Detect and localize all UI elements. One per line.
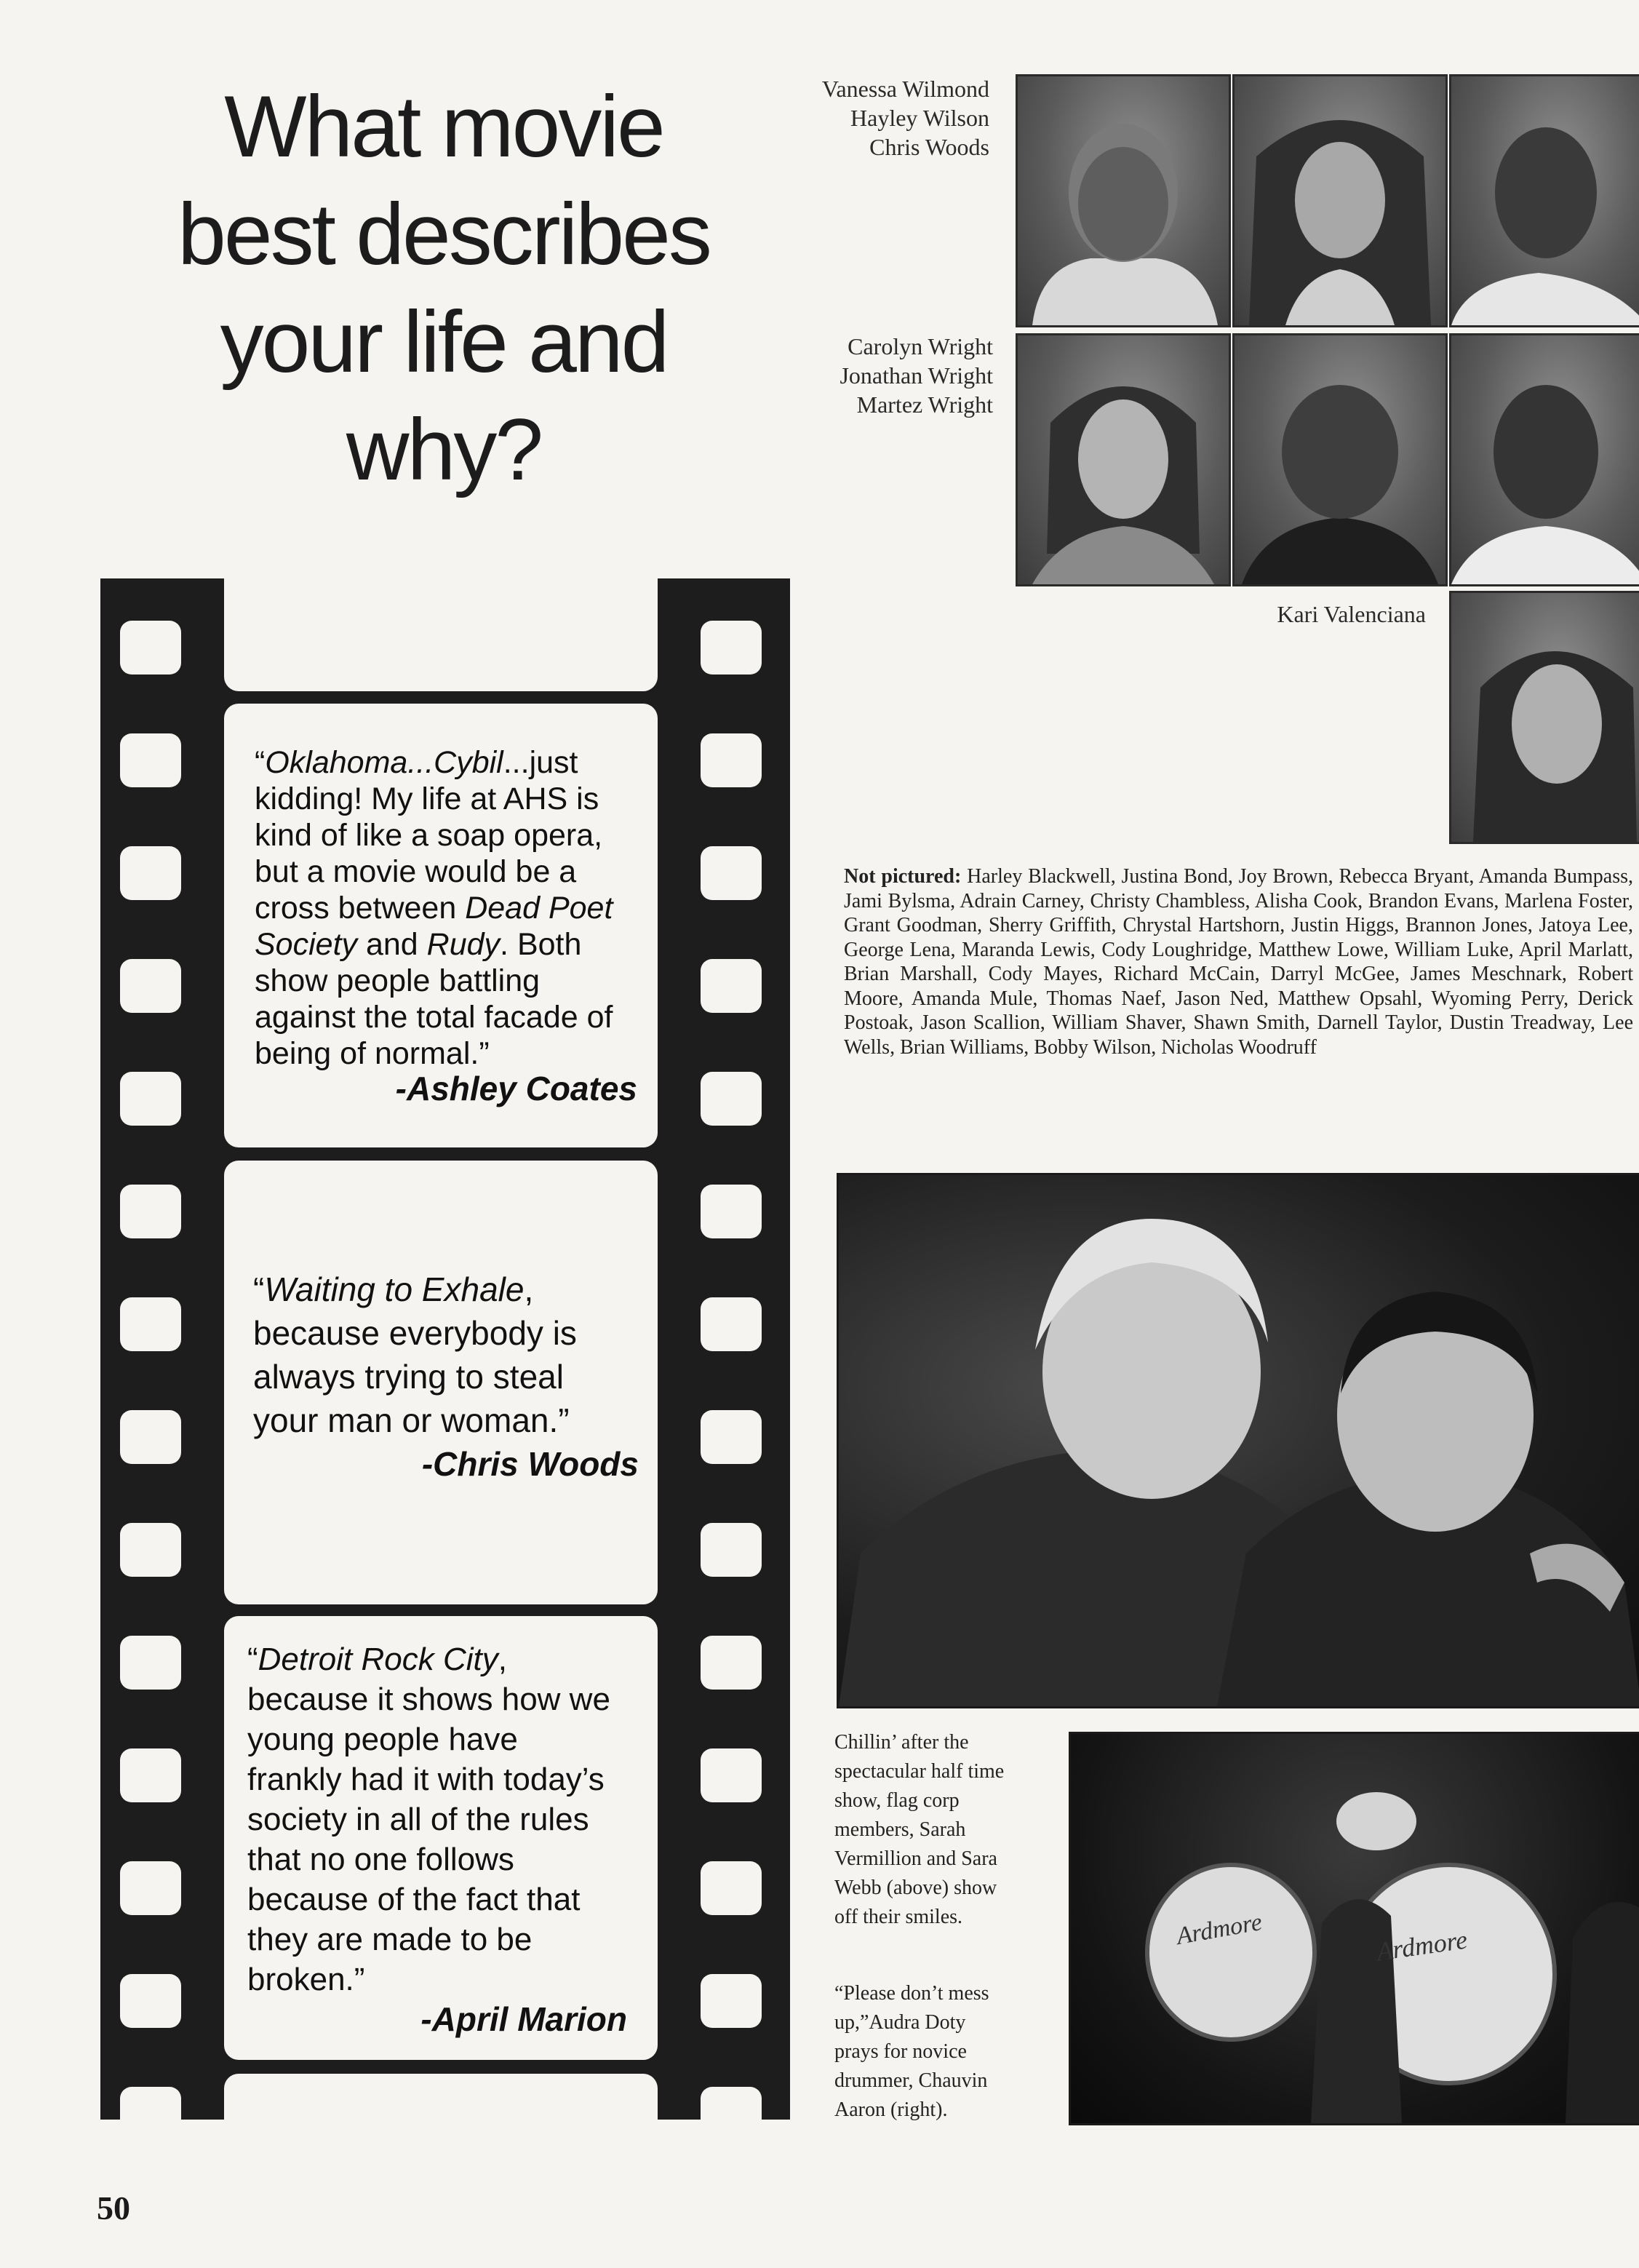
- quote-author: -April Marion: [420, 2000, 627, 2038]
- sprocket-hole: [120, 1072, 181, 1126]
- sprocket-hole: [701, 2087, 762, 2120]
- photo-caption-right: [834, 1979, 1064, 2125]
- headline-line: your life and: [220, 293, 668, 391]
- quote-line: kidding! My life at AHS is: [255, 781, 599, 816]
- sprocket-hole: [701, 621, 762, 675]
- drum-label: Ardmore: [1174, 1909, 1264, 1951]
- sprocket-hole: [701, 1297, 762, 1351]
- sprocket-hole: [120, 1974, 181, 2028]
- sprocket-hole: [701, 1861, 762, 1915]
- quote-line: being of normal.”: [255, 1036, 490, 1071]
- caption-line: Chillin’ after the: [834, 1731, 969, 1754]
- sprocket-hole: [701, 1974, 762, 2028]
- quote-italic: Waiting to Exhale: [264, 1270, 525, 1308]
- sprocket-hole: [701, 1636, 762, 1690]
- student-portrait: [1016, 333, 1231, 586]
- quote-italic: Rudy: [426, 927, 501, 962]
- quote-line: frankly had it with today’s: [247, 1762, 605, 1797]
- student-portrait: [1016, 74, 1231, 327]
- caption-line: off their smiles.: [834, 1906, 963, 1928]
- caption-line: spectacular half time: [834, 1760, 1005, 1783]
- sprocket-hole: [701, 1072, 762, 1126]
- quote-line: but a movie would be a: [255, 854, 577, 889]
- caption-line: Aaron (right).: [834, 2098, 948, 2121]
- student-name: Kari Valenciana: [1277, 601, 1426, 627]
- quote-line: young people have: [247, 1722, 518, 1757]
- not-pictured-list: [844, 864, 1633, 1059]
- quote-line: cross between Dead Poet: [255, 891, 613, 926]
- quote-author: -Ashley Coates: [395, 1070, 637, 1107]
- caption-line: show, flag corp: [834, 1789, 960, 1812]
- sprocket-hole: [120, 1297, 181, 1351]
- sprocket-hole: [120, 1185, 181, 1238]
- sprocket-hole: [120, 1410, 181, 1464]
- student-portrait: [1449, 74, 1639, 327]
- caption-line: “Please don’t mess: [834, 1982, 989, 2005]
- sprocket-hole: [120, 1861, 181, 1915]
- sprocket-hole: [701, 733, 762, 787]
- quote-italic: Society: [255, 927, 358, 962]
- quote-block: [255, 744, 640, 1107]
- sprocket-hole: [120, 1636, 181, 1690]
- student-name: Martez Wright: [856, 391, 993, 418]
- caption-line: Vermillion and Sara: [834, 1847, 997, 1870]
- not-pictured-names: Harley Blackwell, Justina Bond, Joy Brown, Rebecca Bryant, Amanda Bumpass, Jami Bylsma, Adrain Carney, Christy Chambless, Alisha Cook, Brandon Evans, Marlena Foster, Grant Goodman, Sherry Griffith, Chrystal Hartshorn, Justin Higgs, Brannon Jones, Jatoya Lee, George Lena, Maranda Lewis, Cody Loughridge, Matthew Lowe, William Luke, April Marlatt, Brian Marshall, Cody Mayes, Richard McCain, Darryl McGee, James Meschnark, Robert Moore, Amanda Mule, Thomas Naef, Jason Ned, Matthew Opsahl, Wyoming Perry, Derick Postoak, Jason Scallion, William Shaver, Shawn Smith, Darnell Taylor, Dustin Treadway, Lee Wells, Brian Williams, Bobby Wilson, Nicholas Woodruff: [844, 865, 1634, 1059]
- student-name: Jonathan Wright: [840, 362, 993, 389]
- sprocket-hole: [701, 1523, 762, 1577]
- quote-block: [247, 1639, 640, 2040]
- caption-line: Webb (above) show: [834, 1877, 997, 1899]
- sprocket-hole: [120, 846, 181, 900]
- quote-line: they are made to be: [247, 1922, 533, 1957]
- quote-line: because of the fact that: [247, 1882, 581, 1917]
- quote-line: “Detroit Rock City,: [247, 1642, 507, 1677]
- student-portrait: [1232, 333, 1448, 586]
- quote-line: Society and Rudy. Both: [255, 927, 582, 962]
- quote-line: society in all of the rules: [247, 1802, 589, 1837]
- flag-corp-photo: [837, 1173, 1639, 1708]
- caption-line: up,”Audra Doty: [834, 2011, 966, 2034]
- caption-line: members, Sarah: [834, 1818, 966, 1841]
- student-portrait: [1449, 591, 1639, 844]
- student-portrait: [1449, 333, 1639, 586]
- quote-line: “Oklahoma...Cybil...just: [255, 745, 578, 780]
- page-number: 50: [97, 2189, 130, 2227]
- photo-caption-above: [834, 1728, 1064, 1932]
- quote-line: your man or woman.”: [253, 1401, 570, 1439]
- quote-line: that no one follows: [247, 1842, 514, 1877]
- sprocket-hole: [701, 846, 762, 900]
- quote-line: broken.”: [247, 1962, 365, 1997]
- student-portrait: [1232, 74, 1448, 327]
- quote-author: -Chris Woods: [421, 1445, 639, 1483]
- not-pictured-label: Not pictured:: [844, 865, 962, 888]
- student-name: Hayley Wilson: [850, 105, 989, 131]
- caption-line: prays for novice: [834, 2040, 967, 2063]
- sprocket-hole: [120, 959, 181, 1013]
- sprocket-hole: [120, 733, 181, 787]
- sprocket-hole: [701, 959, 762, 1013]
- caption-line: drummer, Chauvin: [834, 2069, 988, 2092]
- student-name: Vanessa Wilmond: [821, 76, 989, 102]
- film-frame: [224, 578, 658, 691]
- drummer-photo: [1069, 1732, 1639, 2125]
- portrait-names-row-3: [1277, 600, 1426, 629]
- quote-line: because it shows how we: [247, 1682, 610, 1717]
- sprocket-hole: [701, 1185, 762, 1238]
- quote-line: always trying to steal: [253, 1358, 564, 1396]
- quote-italic: Detroit Rock City: [258, 1642, 498, 1677]
- quote-line: because everybody is: [253, 1314, 577, 1352]
- quote-italic: Oklahoma...Cybil: [265, 745, 503, 780]
- headline: [109, 73, 778, 504]
- sprocket-hole: [701, 1748, 762, 1802]
- headline-line: best describes: [178, 186, 710, 283]
- student-name: Chris Woods: [869, 134, 989, 160]
- headline-line: why?: [346, 401, 542, 498]
- quote-line: kind of like a soap opera,: [255, 818, 603, 853]
- sprocket-hole: [120, 2087, 181, 2120]
- portrait-names-row-2: [840, 332, 993, 419]
- quote-line: “Waiting to Exhale,: [253, 1270, 534, 1308]
- portrait-names-row-1: [822, 74, 989, 162]
- student-name: Carolyn Wright: [848, 333, 993, 359]
- quote-block: [253, 1268, 639, 1486]
- quote-line: show people battling: [255, 963, 541, 998]
- sprocket-hole: [120, 1748, 181, 1802]
- sprocket-hole: [701, 1410, 762, 1464]
- quote-italic: Dead Poet: [465, 891, 613, 926]
- headline-line: What movie: [224, 78, 663, 175]
- quote-line: against the total facade of: [255, 1000, 613, 1035]
- drum-label: Ardmore: [1374, 1925, 1469, 1967]
- film-frame: [224, 2074, 658, 2120]
- sprocket-hole: [120, 621, 181, 675]
- sprocket-hole: [120, 1523, 181, 1577]
